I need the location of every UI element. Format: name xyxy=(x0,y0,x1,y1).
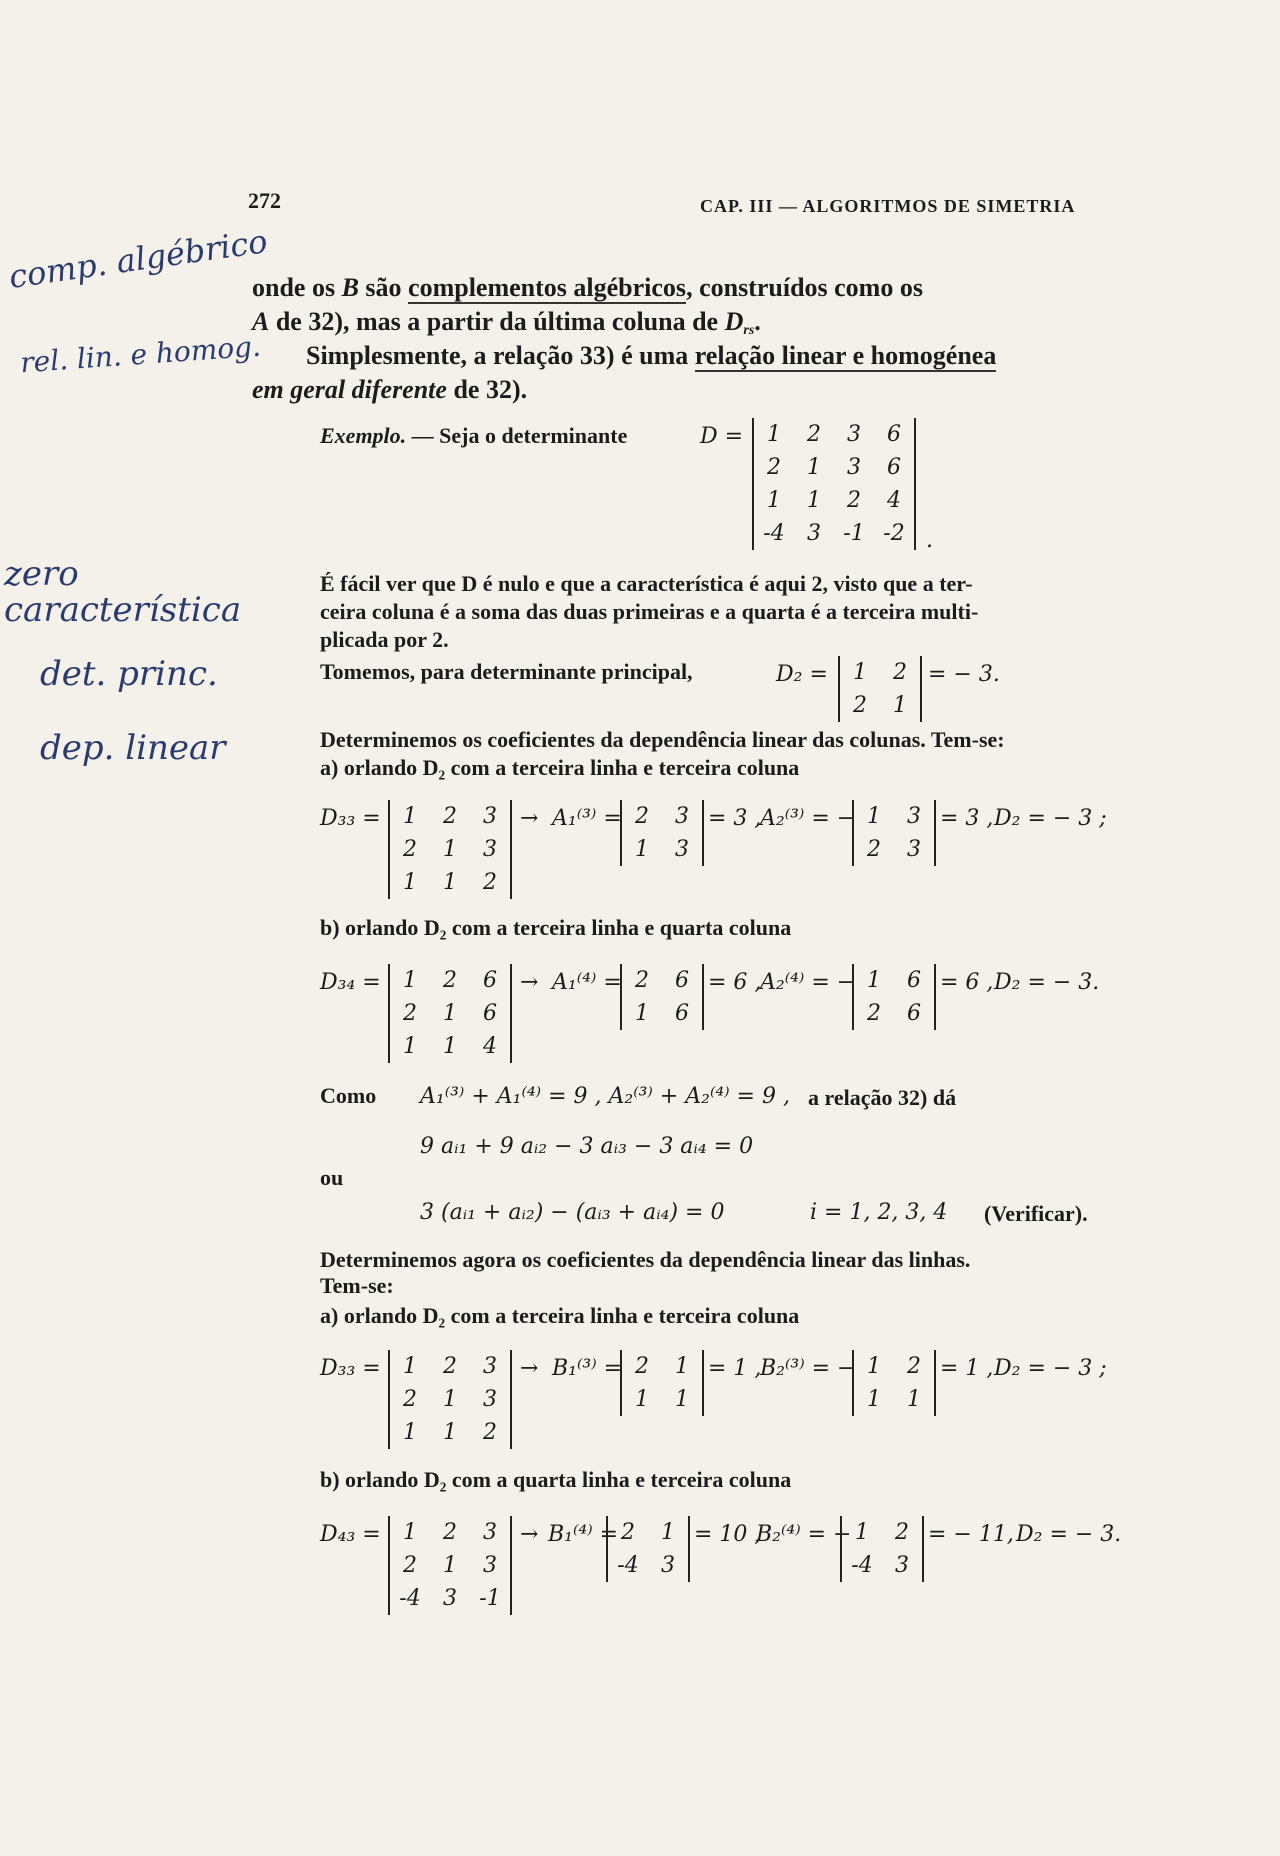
calc-b-A2-matrix xyxy=(852,964,936,1030)
cell: 1 xyxy=(767,488,781,513)
cell: 1 xyxy=(893,693,907,718)
text: Simplesmente, a relação 33) é uma xyxy=(306,341,695,370)
cell: 3 xyxy=(907,837,921,862)
calc-b-matrix xyxy=(388,964,512,1063)
cell: 2 xyxy=(895,1520,909,1545)
para1-line4 xyxy=(252,374,527,406)
cell: -4 xyxy=(763,521,785,546)
cell: 2 xyxy=(403,1553,417,1578)
como-tail: a relação 32) dá xyxy=(808,1085,957,1110)
cell: 1 xyxy=(807,455,821,480)
calc-c-label: D₃₃ = xyxy=(320,1356,381,1381)
underlined-term: complementos algébricos xyxy=(408,273,687,302)
para2-line3: plicada por 2. xyxy=(320,627,449,652)
example-line xyxy=(320,424,627,448)
calc-a-A2: A₂⁽³⁾ = − xyxy=(760,806,856,831)
calc-d-B1-matrix xyxy=(606,1516,690,1582)
cell: 6 xyxy=(483,968,497,993)
como-label: Como xyxy=(320,1083,377,1108)
para1-line3 xyxy=(306,340,996,372)
cell: 3 xyxy=(483,1387,497,1412)
cell: 6 xyxy=(907,968,921,993)
calc-b-A1-matrix xyxy=(620,964,704,1030)
calc-c-B1: B₁⁽³⁾ = xyxy=(552,1356,623,1381)
index-range: i = 1, 2, 3, 4 xyxy=(810,1200,948,1225)
calc-d-B1: B₁⁽⁴⁾ = xyxy=(548,1522,619,1547)
cell: 2 xyxy=(807,422,821,447)
cell: 1 xyxy=(403,1034,417,1059)
page-number: 272 xyxy=(248,188,281,213)
cell: 2 xyxy=(867,1001,881,1026)
equation-1: 9 aᵢ₁ + 9 aᵢ₂ − 3 aᵢ₃ − 3 aᵢ₄ = 0 xyxy=(420,1134,754,1159)
calc-b-A1: A₁⁽⁴⁾ = xyxy=(552,970,622,995)
calc-b-A2-value: = 6 , xyxy=(940,970,994,995)
cell: 2 xyxy=(403,1001,417,1026)
chapter-title: CAP. III — ALGORITMOS DE SIMETRIA xyxy=(700,196,1076,216)
calc-d-B2-matrix xyxy=(840,1516,924,1582)
calc-a-matrix xyxy=(388,800,512,899)
cell: 1 xyxy=(443,1387,457,1412)
calc-d-B1-value: = 10 , xyxy=(694,1522,762,1547)
cell: 1 xyxy=(675,1354,689,1379)
text: onde os xyxy=(252,273,342,302)
cell: 3 xyxy=(907,804,921,829)
cell: 3 xyxy=(675,837,689,862)
cell: 2 xyxy=(907,1354,921,1379)
calc-c-B1-value: = 1 , xyxy=(708,1356,762,1381)
para2-line1: É fácil ver que D é nulo e que a característica é aqui 2, visto que a ter- xyxy=(320,571,973,596)
calc-a-A2-value: = 3 , xyxy=(940,806,994,831)
D2-value: = − 3. xyxy=(928,662,1000,687)
para4-item-b: b) orlando D₂ com a quarta linha e terceira coluna xyxy=(320,1467,792,1492)
calc-b-A2: A₂⁽⁴⁾ = − xyxy=(760,970,856,995)
calc-a-A1-value: = 3 , xyxy=(708,806,762,831)
equation-2: 3 (aᵢ₁ + aᵢ₂) − (aᵢ₃ + aᵢ₄) = 0 xyxy=(420,1200,725,1225)
cell: 3 xyxy=(661,1553,675,1578)
cell: 1 xyxy=(853,660,867,685)
cell: 1 xyxy=(403,1420,417,1445)
matrix-D xyxy=(752,418,916,550)
calc-c-B2-value: = 1 , xyxy=(940,1356,994,1381)
cell: 3 xyxy=(847,422,861,447)
cell: 3 xyxy=(483,1354,497,1379)
cell: 1 xyxy=(443,1001,457,1026)
cell: 1 xyxy=(867,968,881,993)
ou-label: ou xyxy=(320,1165,344,1190)
var-A: A xyxy=(252,307,270,336)
cell: 2 xyxy=(635,968,649,993)
para1-line1 xyxy=(252,272,923,304)
cell: 4 xyxy=(887,488,901,513)
cell: 2 xyxy=(853,693,867,718)
calc-d-D2: D₂ = − 3. xyxy=(1016,1522,1122,1547)
verify-note: (Verificar). xyxy=(984,1201,1088,1226)
var-D: D xyxy=(724,307,744,336)
cell: 2 xyxy=(847,488,861,513)
period: . xyxy=(926,528,933,553)
cell: 1 xyxy=(403,1354,417,1379)
cell: 3 xyxy=(807,521,821,546)
cell: 1 xyxy=(403,968,417,993)
cell: 1 xyxy=(675,1387,689,1412)
cell: 3 xyxy=(443,1586,457,1611)
cell: 3 xyxy=(847,455,861,480)
calc-a-D2: D₂ = − 3 ; xyxy=(994,806,1107,831)
cell: -2 xyxy=(883,521,905,546)
cell: 1 xyxy=(767,422,781,447)
arrow: → xyxy=(520,1356,539,1381)
cell: 1 xyxy=(635,837,649,862)
cell: 2 xyxy=(443,1520,457,1545)
para4-item-a: a) orlando D₂ com a terceira linha e terceira coluna xyxy=(320,1303,800,1328)
calc-b-label: D₃₄ = xyxy=(320,970,381,995)
como-eq: A₁⁽³⁾ + A₁⁽⁴⁾ = 9 , A₂⁽³⁾ + A₂⁽⁴⁾ = 9 , xyxy=(420,1084,790,1109)
var-B: B xyxy=(341,273,359,302)
para3-item-a: a) orlando D₂ com a terceira linha e terceira coluna xyxy=(320,755,800,780)
cell: 2 xyxy=(767,455,781,480)
cell: 3 xyxy=(483,1520,497,1545)
cell: -1 xyxy=(479,1586,501,1611)
cell: 1 xyxy=(403,1520,417,1545)
para3-item-b: b) orlando D₂ com a terceira linha e quarta coluna xyxy=(320,915,792,940)
calc-d-label: D₄₃ = xyxy=(320,1522,381,1547)
calc-c-D2: D₂ = − 3 ; xyxy=(994,1356,1107,1381)
cell: 2 xyxy=(403,1387,417,1412)
cell: 1 xyxy=(635,1387,649,1412)
cell: 1 xyxy=(907,1387,921,1412)
D2-label: D₂ = xyxy=(776,662,828,687)
cell: 2 xyxy=(893,660,907,685)
para3-line1: Determinemos os coeficientes da dependência linear das colunas. Tem-se: xyxy=(320,727,1005,752)
cell: 2 xyxy=(483,870,497,895)
para2-line2: ceira coluna é a soma das duas primeiras e a quarta é a terceira multi- xyxy=(320,599,979,624)
cell: -4 xyxy=(851,1553,873,1578)
arrow: → xyxy=(520,970,539,995)
cell: 6 xyxy=(887,422,901,447)
calc-c-matrix xyxy=(388,1350,512,1449)
text: , construídos como os xyxy=(686,273,923,302)
margin-note: rel. lin. e homog. xyxy=(19,329,262,380)
para2-line4: Tomemos, para determinante principal, xyxy=(320,659,693,684)
cell: 1 xyxy=(443,1034,457,1059)
cell: 6 xyxy=(675,968,689,993)
cell: 2 xyxy=(635,1354,649,1379)
cell: 2 xyxy=(443,804,457,829)
cell: 3 xyxy=(895,1553,909,1578)
margin-note: dep. linear xyxy=(40,728,226,768)
margin-note: zero característica xyxy=(4,554,242,630)
cell: -4 xyxy=(617,1553,639,1578)
cell: 1 xyxy=(661,1520,675,1545)
calc-b-A1-value: = 6 , xyxy=(708,970,762,995)
calc-c-B1-matrix xyxy=(620,1350,704,1416)
cell: 1 xyxy=(403,804,417,829)
arrow: → xyxy=(520,1522,539,1547)
cell: 6 xyxy=(675,1001,689,1026)
cell: 1 xyxy=(807,488,821,513)
cell: -4 xyxy=(399,1586,421,1611)
text: de 32), mas a partir da última coluna de xyxy=(269,307,725,336)
cell: 3 xyxy=(483,804,497,829)
subscript: rs xyxy=(743,323,755,338)
calc-d-matrix xyxy=(388,1516,512,1615)
cell: 3 xyxy=(483,837,497,862)
cell: 1 xyxy=(443,837,457,862)
cell: 4 xyxy=(483,1034,497,1059)
para4-line1: Determinemos agora os coeficientes da dependência linear das linhas. xyxy=(320,1247,971,1272)
cell: 1 xyxy=(867,1387,881,1412)
calc-c-B2-matrix xyxy=(852,1350,936,1416)
text: . xyxy=(754,307,761,336)
calc-b-D2: D₂ = − 3. xyxy=(994,970,1100,995)
cell: 2 xyxy=(403,837,417,862)
text: — Seja o determinante xyxy=(406,423,628,448)
cell: 6 xyxy=(907,1001,921,1026)
cell: -1 xyxy=(843,521,865,546)
cell: 1 xyxy=(635,1001,649,1026)
matrix-D2 xyxy=(838,656,922,722)
italic-text: em geral diferente xyxy=(252,375,447,404)
cell: 2 xyxy=(635,804,649,829)
margin-note: det. princ. xyxy=(40,654,218,694)
cell: 2 xyxy=(621,1520,635,1545)
cell: 3 xyxy=(483,1553,497,1578)
cell: 3 xyxy=(675,804,689,829)
cell: 1 xyxy=(443,1420,457,1445)
calc-c-B2: B₂⁽³⁾ = − xyxy=(760,1356,856,1381)
example-label: Exemplo. xyxy=(320,423,407,448)
cell: 2 xyxy=(867,837,881,862)
calc-d-B2-value: = − 11, xyxy=(928,1522,1014,1547)
calc-a-label: D₃₃ = xyxy=(320,806,381,831)
cell: 1 xyxy=(443,1553,457,1578)
text: são xyxy=(358,273,409,302)
calc-a-A2-matrix xyxy=(852,800,936,866)
cell: 1 xyxy=(855,1520,869,1545)
cell: 2 xyxy=(443,1354,457,1379)
cell: 2 xyxy=(483,1420,497,1445)
para4-line2: Tem-se: xyxy=(320,1273,394,1298)
margin-note: comp. algébrico xyxy=(6,222,270,296)
cell: 1 xyxy=(867,804,881,829)
cell: 6 xyxy=(483,1001,497,1026)
calc-a-A1: A₁⁽³⁾ = xyxy=(552,806,622,831)
cell: 1 xyxy=(867,1354,881,1379)
calc-d-B2: B₂⁽⁴⁾ = − xyxy=(756,1522,852,1547)
det-D-label: D = xyxy=(700,424,744,449)
underlined-term: relação linear e homogénea xyxy=(694,341,997,370)
cell: 2 xyxy=(443,968,457,993)
calc-a-A1-matrix xyxy=(620,800,704,866)
cell: 1 xyxy=(443,870,457,895)
text: de 32). xyxy=(446,375,528,404)
cell: 6 xyxy=(887,455,901,480)
arrow: → xyxy=(520,806,539,831)
cell: 1 xyxy=(403,870,417,895)
